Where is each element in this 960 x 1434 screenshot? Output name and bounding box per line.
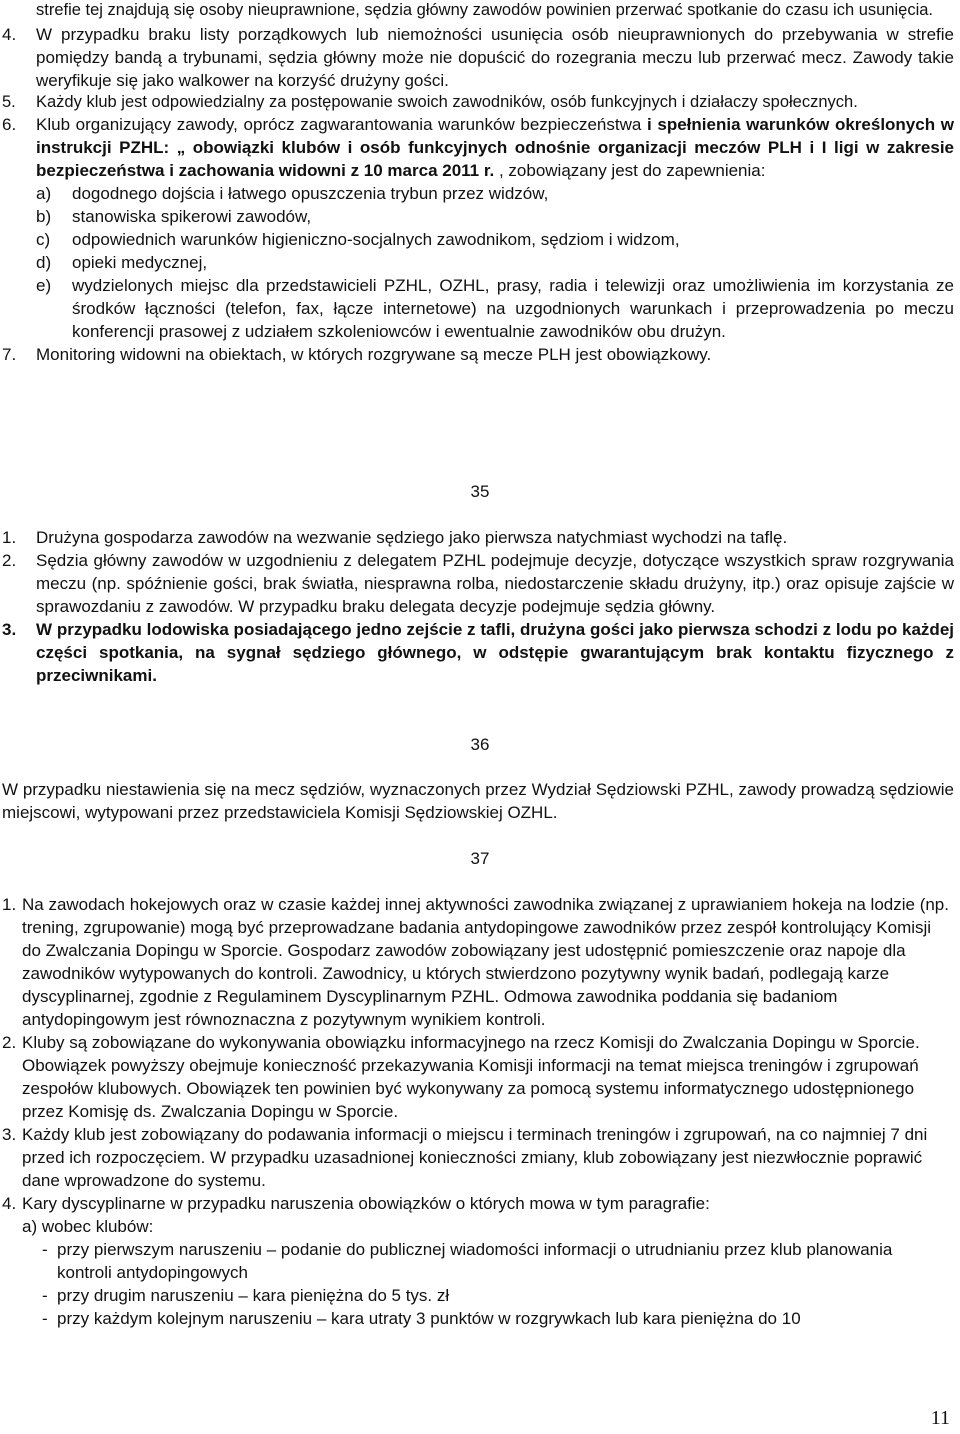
paragraph-text: Sędzia główny zawodów w uzgodnieniu z delegatem PZHL podejmuje decyzje, dotyczące wszystkich spraw rozgrywania meczu (np. spóźnienie gości, brak światła, niesprawna rolba, niedostarczenie składu drużyny, itp.) oraz opisuje zajście w sprawozdaniu z zawodów. W przypadku braku delegata decyzje podejmuje sędzia główny. <box>36 551 954 616</box>
item-6-text-bold: i spełnienia warunków określonych w instrukcji PZHL: „ obowiązki klubów i osób funkcyjnych odnośnie organizacji meczów PLH i I ligi w zakresie bezpieczeństwa i zachowania widowni z 10 marca 2011 r. <box>36 115 954 181</box>
dash-item-text: przy drugim naruszeniu – kara pieniężna do 5 tys. zł <box>57 1286 450 1305</box>
item-number: 1. <box>2 528 17 547</box>
list-item-2 <box>0 549 960 618</box>
item-number: 3. <box>2 1125 17 1144</box>
dash-marker: - <box>42 1240 48 1259</box>
list-item-continuation <box>0 0 960 22</box>
paragraph-text: Kluby są zobowiązane do wykonywania obowiązku informacyjnego na rzecz Komisji do Zwalczania Dopingu w Sporcie. <box>22 1033 920 1052</box>
sub-item-a: a) wobec klubów: <box>22 1217 154 1236</box>
sub-item-text: dogodnego dojścia i łatwego opuszczenia trybun przez widzów, <box>72 184 549 204</box>
sub-item-c <box>0 228 960 251</box>
list-item-6 <box>0 113 960 182</box>
item-number: 2. <box>2 1033 17 1052</box>
paragraph-text: Kary dyscyplinarne w przypadku naruszenia obowiązków o których mowa w tym paragrafie: <box>22 1194 710 1213</box>
dash-item <box>0 1307 960 1330</box>
dash-marker: - <box>42 1286 48 1305</box>
item-number: 1. <box>2 895 17 914</box>
paragraph-text: Monitoring widowni na obiektach, w których rozgrywane są mecze PLH jest obowiązkowy. <box>36 345 712 365</box>
paragraph-text: Drużyna gospodarza zawodów na wezwanie sędziego jako pierwsza natychmiast wychodzi na taflę. <box>36 528 788 547</box>
sub-item-letter: e) <box>36 276 52 296</box>
sub-item-a <box>0 182 960 205</box>
paragraph-text <box>36 113 954 182</box>
paragraph-text: W przypadku niestawienia się na mecz sędziów, wyznaczonych przez Wydział Sędziowski PZHL, zawody prowadzą sędziowie miejscowi, wytypowani przez przedstawiciela Komisji Sędziowskiej OZHL. <box>2 780 954 822</box>
section-36 <box>0 778 960 824</box>
section-34 <box>0 0 960 366</box>
item-number: 2. <box>2 551 17 570</box>
section-37 <box>0 893 960 1330</box>
paragraph-text: W przypadku lodowiska posiadającego jedno zejście z tafli, drużyna gości jako pierwsza schodzi z lodu po każdej części spotkania, na sygnał sędziego głównego, w odstępie gwarantującym brak kontaktu fizycznego z przeciwnikami. <box>36 620 954 685</box>
section-heading-36: 36 <box>470 735 490 754</box>
sub-item-d <box>0 251 960 274</box>
list-item-1 <box>0 526 960 549</box>
list-item-5 <box>0 92 960 114</box>
paragraph-text: Każdy klub jest odpowiedzialny za postępowanie swoich zawodników, osób funkcyjnych i działaczy społecznych. <box>36 92 858 111</box>
dash-item <box>0 1284 960 1307</box>
sub-item-text: wydzielonych miejsc dla przedstawicieli PZHL, OZHL, prasy, radia i telewizji oraz umożliwienia im korzystania ze środków łączności (telefon, fax, łącze internetowe) na uzgodnionych warunkach i przeprowadzenia po meczu konferencji prasowej z udziałem szkoleniowców i ewentualnie zawodników obu drużyn. <box>72 276 954 342</box>
sub-item-text: odpowiednich warunków higieniczno-socjalnych zawodnikom, sędziom i widzom, <box>72 230 680 250</box>
sub-item-letter: b) <box>36 207 52 227</box>
list-item-3 <box>0 1123 960 1192</box>
dash-item-text: przy pierwszym naruszeniu – podanie do publicznej wiadomości informacji o utrudnianiu przez klub planowania kontroli antydopingowych <box>57 1240 893 1282</box>
paragraph-text-continued: Obowiązek powyższy obejmuje konieczność przekazywania Komisji informacji na temat miejsca treningów i zgrupowań zespołów klubowych. Obowiązek ten powinien być wykonywany za pomocą systemu informatycznego udostępnionego przez Komisję ds. Zwalczania Dopingu w Sporcie. <box>22 1056 919 1121</box>
dash-item-text: przy każdym kolejnym naruszeniu – kara utraty 3 punktów w rozgrywkach lub kara pieniężna do 10 <box>57 1309 801 1328</box>
item-number: 7. <box>2 345 17 365</box>
list-item-4 <box>0 23 960 92</box>
dash-marker: - <box>42 1309 48 1328</box>
sub-item-letter: a) <box>36 184 52 204</box>
dash-item <box>0 1238 960 1284</box>
section-heading-37: 37 <box>470 849 490 868</box>
list-item-2 <box>0 1031 960 1123</box>
sub-item-letter: d) <box>36 253 52 273</box>
paragraph-text: strefie tej znajdują się osoby nieuprawnione, sędzia główny zawodów powinien przerwać spotkanie do czasu ich usunięcia. <box>36 1 934 19</box>
sub-item-letter: c) <box>36 230 51 250</box>
paragraph-text: W przypadku braku listy porządkowych lub niemożności usunięcia osób nieuprawnionych do przebywania w strefie pomiędzy bandą a trybunami, sędzia główny może nie dopuścić do rozegrania meczu lub przerwać mecz. Zawody takie weryfikuje się jako walkower na korzyść drużyny gości. <box>36 24 954 90</box>
sub-item-text: stanowiska spikerowi zawodów, <box>72 207 312 227</box>
item-6-text-intro: Klub organizujący zawody, oprócz zagwarantowania warunków bezpieczeństwa <box>36 115 647 135</box>
list-item-3 <box>0 618 960 687</box>
sub-item-e <box>0 274 960 343</box>
section-35 <box>0 526 960 687</box>
page-number: 11 <box>930 1407 950 1429</box>
sub-item-b <box>0 205 960 228</box>
item-number: 6. <box>2 115 17 135</box>
item-number: 4. <box>2 1194 17 1213</box>
section-heading-35: 35 <box>470 482 490 501</box>
list-item-7 <box>0 343 960 366</box>
item-6-text-tail: , zobowiązany jest do zapewnienia: <box>494 161 766 181</box>
list-item-4 <box>0 1192 960 1238</box>
paragraph-text: Każdy klub jest zobowiązany do podawania informacji o miejscu i terminach treningów i zgrupowań, na co najmniej 7 dni przed ich rozpoczęciem. W przypadku uzasadnionej konieczności zmiany, klub zobowiązany jest niezwłocznie poprawić dane wprowadzone do systemu. <box>22 1125 928 1190</box>
paragraph-text: Na zawodach hokejowych oraz w czasie każdej innej aktywności zawodnika związanej z uprawianiem hokeja na lodzie (np. trening, zgrupowanie) mogą być przeprowadzane badania antydopingowe zawodników przez zespół kontrolujący Komisji do Zwalczania Dopingu w Sporcie. Gospodarz zawodów zobowiązany jest udostępnić pomieszczenie oraz napoje dla zawodników wytypowanych do kontroli. Zawodnicy, u których stwierdzono pozytywny wynik badań, podlegają karze dyscyplinarnej, zgodnie z Regulaminem Dyscyplinarnym PZHL. Odmowa zawodnika poddania się badaniom antydopingowym jest równoznaczna z pozytywnym wynikiem kontroli. <box>22 895 949 1029</box>
item-number: 4. <box>2 24 17 44</box>
item-number: 5. <box>2 92 16 111</box>
item-number: 3. <box>2 620 17 639</box>
list-item-1 <box>0 893 960 1031</box>
sub-item-text: opieki medycznej, <box>72 253 208 273</box>
